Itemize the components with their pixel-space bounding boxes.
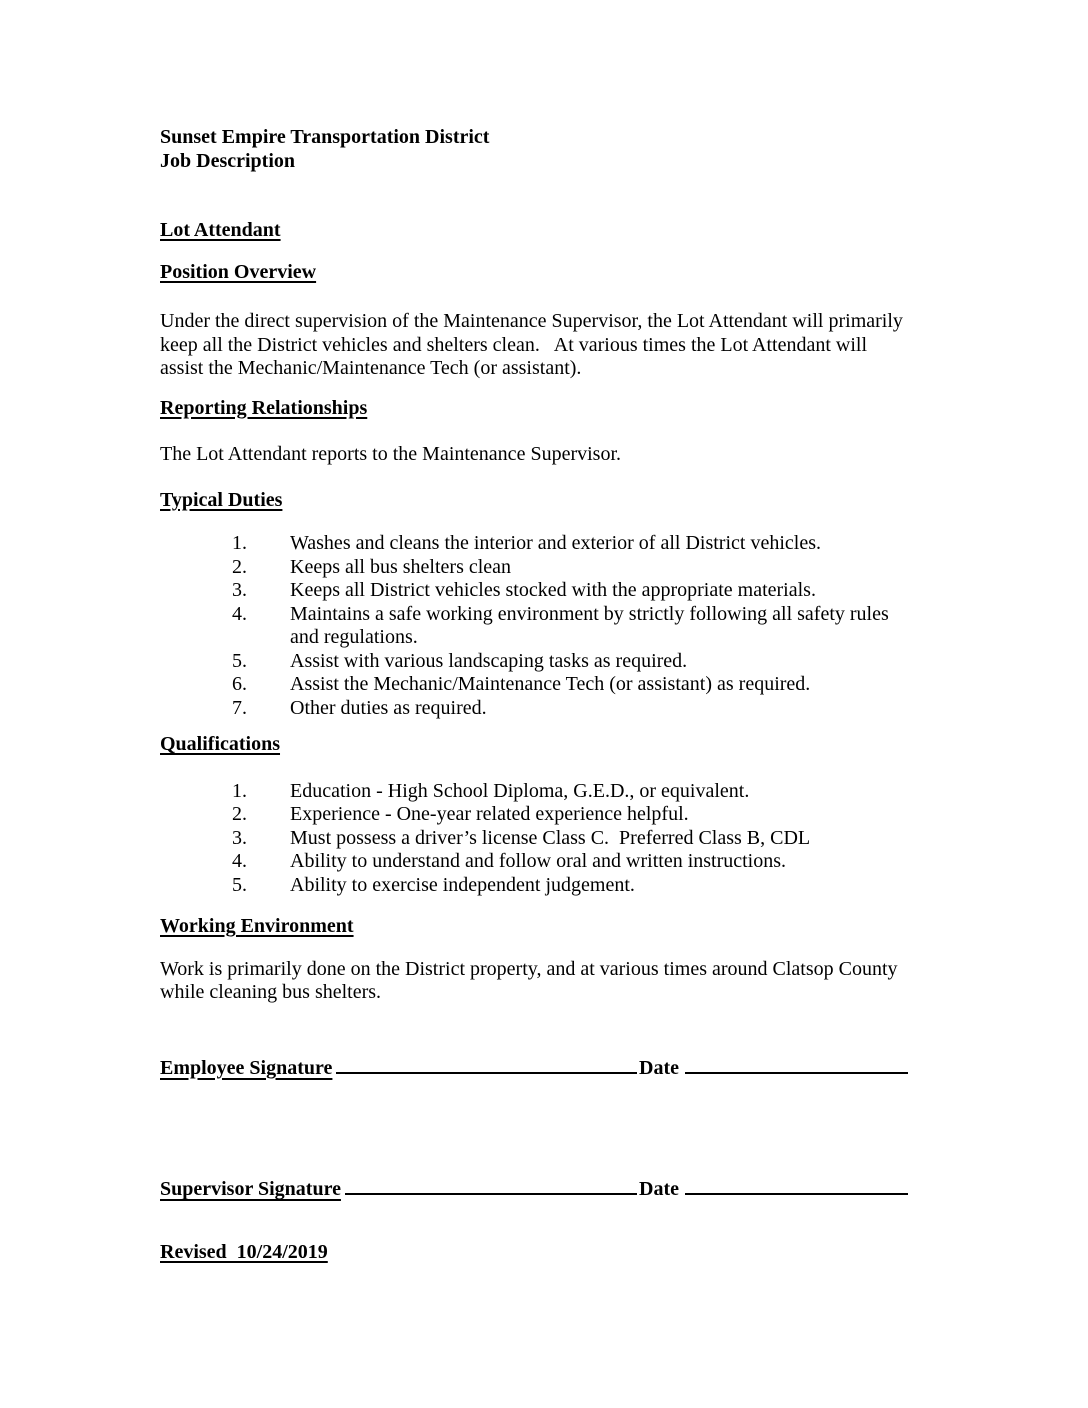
list-item-number: 4. [232, 850, 247, 872]
list-item-text: Must possess a driver’s license Class C. Preferred Class B, CDL [290, 826, 811, 849]
working-environment-body: Work is primarily done on the District property, and at various times around Clatsop County while cleaning bus shelters. [160, 957, 903, 1003]
list-item-text: Washes and cleans the interior and exterior of all District vehicles. [290, 532, 821, 554]
supervisor-signature-label: Supervisor Signature [160, 1178, 341, 1200]
list-item [160, 874, 908, 898]
list-item-number: 5. [232, 873, 247, 896]
list-item-number: 5. [232, 649, 247, 672]
list-item [160, 827, 908, 851]
typical-duties-heading: Typical Duties [160, 488, 283, 511]
list-item-number: 6. [232, 673, 247, 695]
list-item [160, 697, 908, 721]
list-item-text: Assist with various landscaping tasks as required. [290, 649, 688, 672]
supervisor-date-blank-line [685, 1171, 908, 1195]
typical-duties-list [160, 532, 908, 720]
list-item-text: Assist the Mechanic/Maintenance Tech (or assistant) as required. [290, 673, 811, 695]
working-environment-heading: Working Environment [160, 915, 354, 937]
supervisor-date-label: Date [639, 1178, 679, 1200]
list-item [160, 650, 908, 674]
list-item-number: 2. [232, 555, 247, 578]
reporting-relationships-heading: Reporting Relationships [160, 396, 368, 419]
job-title: Lot Attendant [160, 219, 281, 241]
list-item [160, 673, 908, 697]
employee-date-blank-line [685, 1050, 908, 1074]
list-item-number: 7. [232, 696, 247, 719]
supervisor-signature-blank-line [345, 1171, 637, 1195]
list-item-text: Other duties as required. [290, 696, 487, 719]
qualifications-heading: Qualifications [160, 733, 281, 755]
list-item-text: Keeps all District vehicles stocked with the appropriate materials. [290, 579, 816, 601]
org-name: Sunset Empire Transportation District [160, 126, 490, 148]
list-item-number: 4. [232, 602, 247, 625]
list-item [160, 603, 908, 650]
position-overview-body: Under the direct supervision of the Maintenance Supervisor, the Lot Attendant will primarily keep all the District vehicles and shelters clean. At various times the Lot Attendant will assist the Mechanic/Maintenance Tech (or assistant). [160, 310, 908, 379]
list-item-number: 2. [232, 803, 247, 825]
list-item-number: 1. [232, 779, 247, 802]
position-overview-heading: Position Overview [160, 260, 317, 283]
list-item [160, 532, 908, 556]
revised-date-line: Revised 10/24/2019 [160, 1240, 328, 1263]
list-item [160, 850, 908, 874]
list-item-number: 3. [232, 579, 247, 601]
list-item-text: Education - High School Diploma, G.E.D., or equivalent. [290, 779, 750, 802]
employee-date-label: Date [639, 1056, 679, 1079]
list-item-text: Keeps all bus shelters clean [290, 555, 512, 578]
employee-signature-blank-line [336, 1050, 637, 1074]
list-item [160, 780, 908, 804]
list-item-text: Ability to exercise independent judgement. [290, 873, 635, 896]
doc-type: Job Description [160, 149, 295, 172]
list-item-text: Experience - One-year related experience helpful. [290, 803, 689, 825]
supervisor-signature-row [160, 1171, 908, 1202]
reporting-relationships-body: The Lot Attendant reports to the Maintenance Supervisor. [160, 443, 621, 465]
list-item [160, 556, 908, 580]
document-content [160, 126, 908, 1264]
employee-signature-row [160, 1050, 908, 1081]
list-item-text: Ability to understand and follow oral and written instructions. [290, 850, 787, 872]
list-item-text: Maintains a safe working environment by strictly following all safety rules and regulations. [290, 602, 894, 648]
list-item-number: 3. [232, 826, 247, 849]
list-item [160, 579, 908, 603]
employee-signature-label: Employee Signature [160, 1056, 333, 1079]
list-item [160, 803, 908, 827]
list-item-number: 1. [232, 532, 247, 554]
qualifications-list [160, 780, 908, 898]
